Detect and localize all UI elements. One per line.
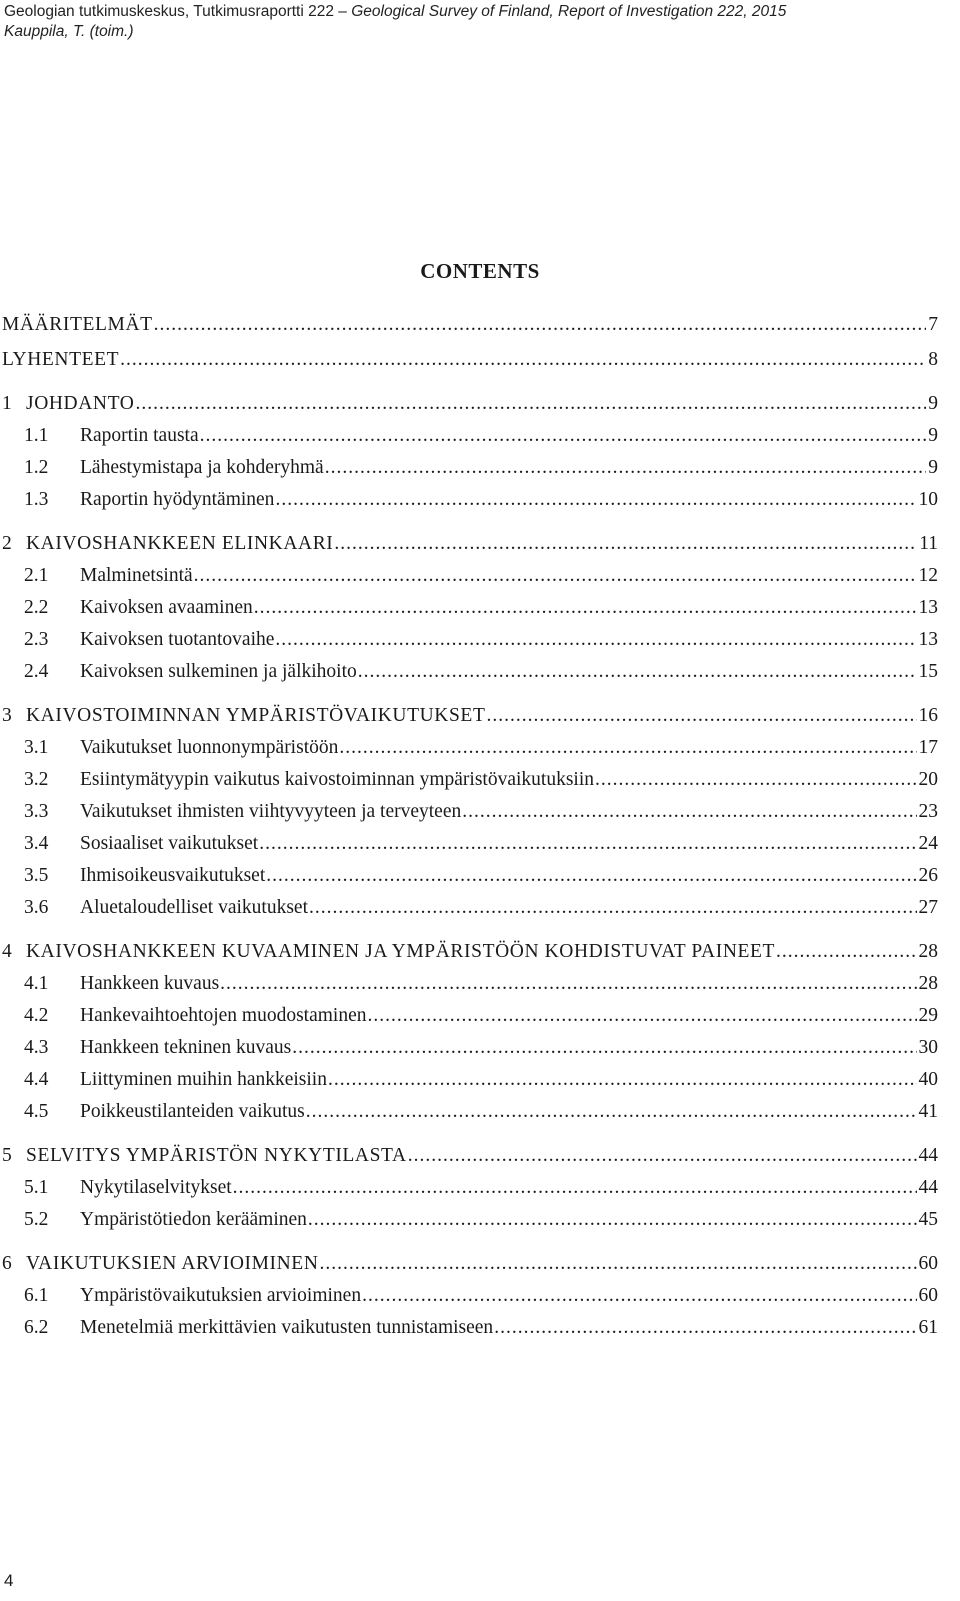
toc-entry-title: Raportin hyödyntäminen xyxy=(80,489,275,510)
toc-entry xyxy=(2,626,938,654)
toc-entry-number: 5.1 xyxy=(24,1177,49,1198)
toc-leader-dots xyxy=(308,1206,917,1234)
toc-leader-dots xyxy=(135,390,926,418)
contents-title: CONTENTS xyxy=(420,259,540,283)
toc-entry-number: 4.4 xyxy=(24,1069,49,1090)
toc-entry-number: 4.1 xyxy=(24,973,49,994)
toc-entry-number: 6.2 xyxy=(24,1317,49,1338)
toc-entry xyxy=(2,1142,938,1170)
toc-entry-number: 5 xyxy=(2,1145,12,1166)
toc-entry-page: 28 xyxy=(918,941,938,962)
toc-leader-dots xyxy=(220,970,916,998)
toc-entry xyxy=(2,702,938,730)
toc-entry-title: Kaivoksen tuotantovaihe xyxy=(80,629,275,650)
toc-leader-dots xyxy=(462,798,916,826)
toc-entry-title: Lähestymistapa ja kohderyhmä xyxy=(80,457,324,478)
toc-leader-dots xyxy=(194,562,917,590)
toc-leader-dots xyxy=(320,1250,917,1278)
toc-entry-number: 4.5 xyxy=(24,1101,49,1122)
toc-leader-dots xyxy=(358,658,917,686)
toc-entry-page: 60 xyxy=(918,1285,938,1306)
toc-leader-dots xyxy=(334,530,917,558)
toc-entry xyxy=(2,594,938,622)
toc-entry-title: KAIVOSTOIMINNAN YMPÄRISTÖVAIKUTUKSET xyxy=(26,705,486,726)
toc-entry-number: 2 xyxy=(2,533,12,554)
toc-leader-dots xyxy=(339,734,916,762)
toc-entry-number: 4.2 xyxy=(24,1005,49,1026)
toc-leader-dots xyxy=(362,1282,916,1310)
toc-entry-page: 29 xyxy=(918,1005,938,1026)
toc-entry xyxy=(2,1098,938,1126)
toc-entry xyxy=(2,766,938,794)
toc-entry-page: 23 xyxy=(918,801,938,822)
toc-entry-title: VAIKUTUKSIEN ARVIOIMINEN xyxy=(26,1253,319,1274)
toc-entry-title: KAIVOSHANKKEEN KUVAAMINEN JA YMPÄRISTÖÖN KOHDISTUVAT PAINEET xyxy=(26,941,776,962)
toc-leader-dots xyxy=(259,830,916,858)
toc-entry-page: 24 xyxy=(918,833,938,854)
toc-entry-page: 13 xyxy=(918,629,938,650)
toc-entry-number: 4 xyxy=(2,941,12,962)
toc-entry-number: 2.3 xyxy=(24,629,49,650)
toc-entry-title: Ihmisoikeusvaikutukset xyxy=(80,865,266,886)
toc-entry-number: 3.6 xyxy=(24,897,49,918)
toc-entry-title: Sosiaaliset vaikutukset xyxy=(80,833,259,854)
toc-entry-number: 3.2 xyxy=(24,769,49,790)
toc-entry-title: Vaikutukset luonnonympäristöön xyxy=(80,737,339,758)
toc-entry xyxy=(2,1250,938,1278)
toc-entry-title: JOHDANTO xyxy=(26,393,135,414)
toc-leader-dots xyxy=(367,1002,916,1030)
toc-entry-page: 45 xyxy=(918,1209,938,1230)
toc-leader-dots xyxy=(408,1142,917,1170)
toc-entry-page: 41 xyxy=(918,1101,938,1122)
toc-entry-number: 1.3 xyxy=(24,489,49,510)
toc-entry-page: 11 xyxy=(919,533,938,554)
toc-entry xyxy=(2,862,938,890)
toc-entry-number: 6.1 xyxy=(24,1285,49,1306)
toc-entry xyxy=(2,346,938,374)
toc-leader-dots xyxy=(120,346,926,374)
toc-entry-page: 7 xyxy=(928,314,938,335)
toc-entry xyxy=(2,390,938,418)
toc-leader-dots xyxy=(486,702,916,730)
toc-entry-page: 13 xyxy=(918,597,938,618)
toc-entry xyxy=(2,1282,938,1310)
toc-entry-number: 1 xyxy=(2,393,12,414)
toc-entry xyxy=(2,1206,938,1234)
toc-entry-title: Hankkeen kuvaus xyxy=(80,973,220,994)
toc-entry xyxy=(2,734,938,762)
running-header-series: Geologian tutkimuskeskus, Tutkimusraportti 222 – xyxy=(4,3,352,20)
toc-entry-title: Liittyminen muihin hankkeisiin xyxy=(80,1069,327,1090)
toc-entry-number: 6 xyxy=(2,1253,12,1274)
toc-entry xyxy=(2,1034,938,1062)
toc-entry-number: 5.2 xyxy=(24,1209,49,1230)
toc-entry-title: Menetelmiä merkittävien vaikutusten tunnistamiseen xyxy=(80,1317,494,1338)
toc-entry-title: Kaivoksen avaaminen xyxy=(80,597,253,618)
toc-entry-title: Ympäristötiedon kerääminen xyxy=(80,1209,307,1230)
toc-entry-page: 15 xyxy=(918,661,938,682)
toc-entry-page: 28 xyxy=(918,973,938,994)
toc-entry xyxy=(2,422,938,450)
toc-leader-dots xyxy=(275,626,916,654)
toc-entry xyxy=(2,486,938,514)
toc-leader-dots xyxy=(292,1034,916,1062)
toc-entry-number: 3.5 xyxy=(24,865,49,886)
toc-entry-page: 40 xyxy=(918,1069,938,1090)
toc-entry-number: 1.1 xyxy=(24,425,49,446)
toc-entry-number: 3.4 xyxy=(24,833,49,854)
toc-entry-page: 61 xyxy=(918,1317,938,1338)
toc-entry-title: Kaivoksen sulkeminen ja jälkihoito xyxy=(80,661,357,682)
toc-leader-dots xyxy=(309,894,917,922)
toc-entry-page: 16 xyxy=(918,705,938,726)
toc-entry-title: Esiintymätyypin vaikutus kaivostoiminnan ympäristövaikutuksiin xyxy=(80,769,595,790)
toc-entry-title: Vaikutukset ihmisten viihtyvyyteen ja terveyteen xyxy=(80,801,462,822)
toc-entry xyxy=(2,658,938,686)
toc-entry xyxy=(2,562,938,590)
toc-entry-page: 12 xyxy=(918,565,938,586)
toc-leader-dots xyxy=(306,1098,917,1126)
toc-entry-number: 3.3 xyxy=(24,801,49,822)
toc-entry xyxy=(2,454,938,482)
running-header-series-english: Geological Survey of Finland, Report of Investigation 222, 2015 xyxy=(351,3,787,20)
toc-entry-page: 20 xyxy=(918,769,938,790)
toc-entry-page: 9 xyxy=(928,393,938,414)
toc-entry-number: 2.1 xyxy=(24,565,49,586)
toc-entry xyxy=(2,938,938,966)
toc-entry xyxy=(2,1174,938,1202)
toc-leader-dots xyxy=(233,1174,917,1202)
toc-leader-dots xyxy=(275,486,916,514)
toc-entry-page: 60 xyxy=(918,1253,938,1274)
toc-entry-number: 3.1 xyxy=(24,737,49,758)
toc-entry-page: 8 xyxy=(928,349,938,370)
toc-entry-title: Hankevaihtoehtojen muodostaminen xyxy=(80,1005,367,1026)
toc-entry-title: Hankkeen tekninen kuvaus xyxy=(80,1037,292,1058)
toc-entry xyxy=(2,1314,938,1342)
toc-entry xyxy=(2,970,938,998)
toc-entry-page: 26 xyxy=(918,865,938,886)
toc-entry-title: LYHENTEET xyxy=(2,349,120,370)
toc-entry xyxy=(2,894,938,922)
toc-entry-title: KAIVOSHANKKEEN ELINKAARI xyxy=(26,533,334,554)
toc-entry-page: 27 xyxy=(918,897,938,918)
toc-leader-dots xyxy=(776,938,916,966)
toc-leader-dots xyxy=(494,1314,916,1342)
toc-entry-title: Malminetsintä xyxy=(80,565,193,586)
toc-leader-dots xyxy=(325,454,927,482)
toc-entry xyxy=(2,1002,938,1030)
toc-entry xyxy=(2,1066,938,1094)
toc-entry-number: 2.2 xyxy=(24,597,49,618)
toc-entry xyxy=(2,530,938,558)
toc-entry-page: 17 xyxy=(918,737,938,758)
toc-entry-page: 9 xyxy=(928,457,938,478)
running-header-authors: Kauppila, T. (toim.) xyxy=(4,23,134,40)
toc-entry-number: 2.4 xyxy=(24,661,49,682)
toc-entry-title: Raportin tausta xyxy=(80,425,199,446)
toc-entry-page: 30 xyxy=(918,1037,938,1058)
toc-entry-page: 9 xyxy=(928,425,938,446)
toc-entry-title: Ympäristövaikutuksien arvioiminen xyxy=(80,1285,362,1306)
toc-entry-number: 1.2 xyxy=(24,457,49,478)
page-number: 4 xyxy=(4,1571,14,1590)
toc-entry-page: 44 xyxy=(918,1177,938,1198)
toc-leader-dots xyxy=(266,862,916,890)
toc-leader-dots xyxy=(200,422,927,450)
toc-entry-title: Aluetaloudelliset vaikutukset xyxy=(80,897,308,918)
toc-entry-page: 44 xyxy=(918,1145,938,1166)
toc-entry-page: 10 xyxy=(918,489,938,510)
toc-entry xyxy=(2,830,938,858)
toc-leader-dots xyxy=(328,1066,917,1094)
toc-entry xyxy=(2,311,938,339)
toc-leader-dots xyxy=(154,311,927,339)
toc-entry xyxy=(2,798,938,826)
toc-entry-title: Poikkeustilanteiden vaikutus xyxy=(80,1101,305,1122)
toc-entry-number: 3 xyxy=(2,705,12,726)
toc-entry-title: MÄÄRITELMÄT xyxy=(2,314,153,335)
toc-entry-number: 4.3 xyxy=(24,1037,49,1058)
toc-entry-title: Nykytilaselvitykset xyxy=(80,1177,232,1198)
toc-entry-title: SELVITYS YMPÄRISTÖN NYKYTILASTA xyxy=(26,1145,407,1166)
toc-leader-dots xyxy=(254,594,917,622)
toc-leader-dots xyxy=(595,766,916,794)
